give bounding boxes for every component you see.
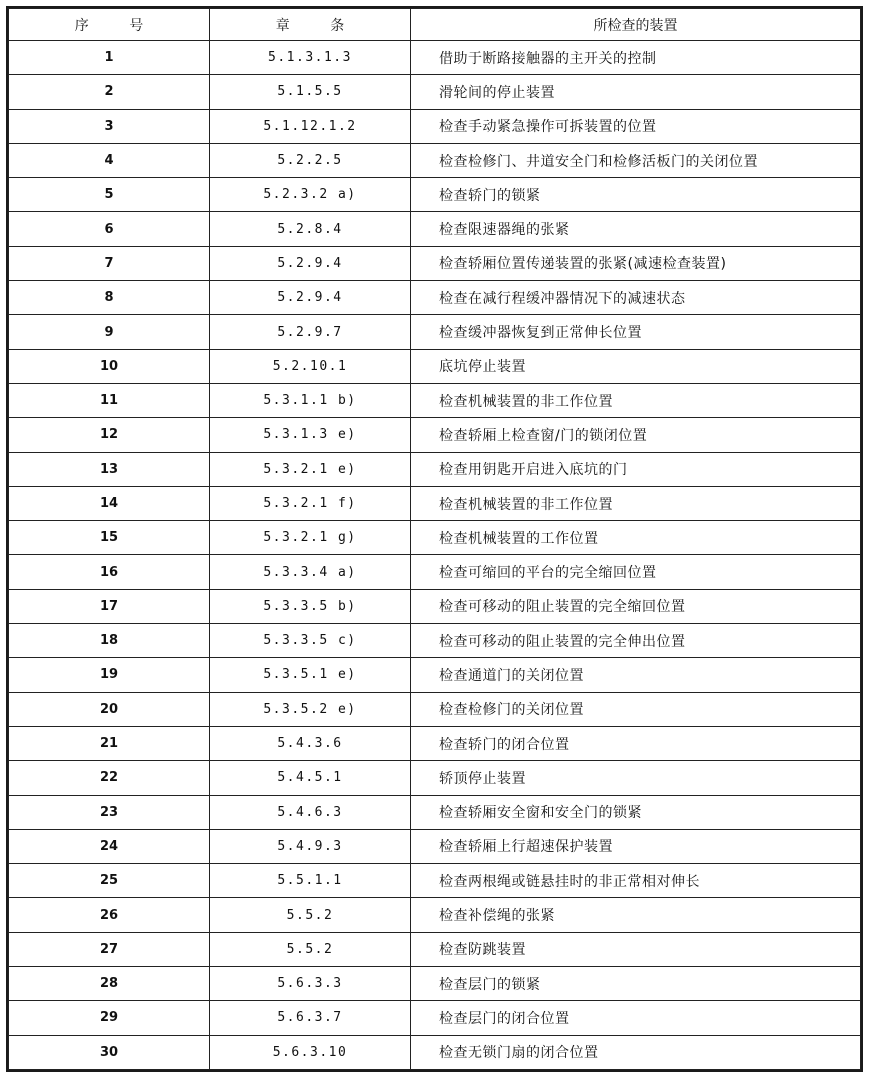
table-row: [9, 864, 861, 898]
row-clause: 5.5.2: [210, 898, 411, 932]
row-serial-number: 8: [9, 281, 210, 315]
row-clause: 5.2.2.5: [210, 143, 411, 177]
row-serial-number: 15: [9, 521, 210, 555]
row-serial-number: 24: [9, 829, 210, 863]
row-clause: 5.3.3.4 a): [210, 555, 411, 589]
row-inspected-device: 检查轿厢上检查窗/门的锁闭位置: [411, 418, 861, 452]
row-clause: 5.3.2.1 f): [210, 486, 411, 520]
row-inspected-device: 检查缓冲器恢复到正常伸长位置: [411, 315, 861, 349]
row-serial-number: 1: [9, 41, 210, 75]
row-inspected-device: 检查轿门的闭合位置: [411, 726, 861, 760]
row-inspected-device: 借助于断路接触器的主开关的控制: [411, 41, 861, 75]
row-inspected-device: 检查轿厢上行超速保护装置: [411, 829, 861, 863]
row-serial-number: 3: [9, 109, 210, 143]
row-inspected-device: 检查补偿绳的张紧: [411, 898, 861, 932]
header-serial-number: 序 号: [9, 9, 210, 41]
row-inspected-device: 检查轿厢安全窗和安全门的锁紧: [411, 795, 861, 829]
row-clause: 5.2.3.2 a): [210, 178, 411, 212]
row-serial-number: 14: [9, 486, 210, 520]
row-inspected-device: 检查可移动的阻止装置的完全缩回位置: [411, 589, 861, 623]
row-serial-number: 12: [9, 418, 210, 452]
row-inspected-device: 检查层门的闭合位置: [411, 1001, 861, 1035]
table-row: [9, 1035, 861, 1069]
row-inspected-device: 检查检修门、井道安全门和检修活板门的关闭位置: [411, 143, 861, 177]
row-serial-number: 18: [9, 624, 210, 658]
table-row: [9, 178, 861, 212]
row-clause: 5.3.1.1 b): [210, 383, 411, 417]
row-inspected-device: 检查用钥匙开启进入底坑的门: [411, 452, 861, 486]
row-inspected-device: 检查机械装置的非工作位置: [411, 486, 861, 520]
row-clause: 5.3.1.3 e): [210, 418, 411, 452]
row-inspected-device: 轿顶停止装置: [411, 761, 861, 795]
row-serial-number: 25: [9, 864, 210, 898]
row-serial-number: 23: [9, 795, 210, 829]
row-inspected-device: 检查两根绳或链悬挂时的非正常相对伸长: [411, 864, 861, 898]
row-serial-number: 4: [9, 143, 210, 177]
row-clause: 5.3.2.1 e): [210, 452, 411, 486]
row-clause: 5.4.9.3: [210, 829, 411, 863]
row-serial-number: 21: [9, 726, 210, 760]
table-row: [9, 521, 861, 555]
row-inspected-device: 检查通道门的关闭位置: [411, 658, 861, 692]
row-serial-number: 29: [9, 1001, 210, 1035]
row-clause: 5.1.3.1.3: [210, 41, 411, 75]
row-inspected-device: 检查轿门的锁紧: [411, 178, 861, 212]
table-row: [9, 692, 861, 726]
row-clause: 5.2.9.7: [210, 315, 411, 349]
table-row: [9, 349, 861, 383]
row-clause: 5.2.10.1: [210, 349, 411, 383]
row-serial-number: 16: [9, 555, 210, 589]
row-clause: 5.5.2: [210, 932, 411, 966]
row-clause: 5.2.9.4: [210, 281, 411, 315]
table-row: [9, 418, 861, 452]
table-row: [9, 41, 861, 75]
row-serial-number: 6: [9, 212, 210, 246]
row-clause: 5.3.3.5 c): [210, 624, 411, 658]
row-serial-number: 30: [9, 1035, 210, 1069]
row-clause: 5.3.3.5 b): [210, 589, 411, 623]
table-row: [9, 795, 861, 829]
row-serial-number: 5: [9, 178, 210, 212]
row-inspected-device: 检查检修门的关闭位置: [411, 692, 861, 726]
table-row: [9, 829, 861, 863]
table-row: [9, 658, 861, 692]
table-row: [9, 761, 861, 795]
row-clause: 5.2.8.4: [210, 212, 411, 246]
row-clause: 5.6.3.10: [210, 1035, 411, 1069]
header-row: [9, 9, 861, 41]
table-row: [9, 143, 861, 177]
table-header: [9, 9, 861, 41]
row-inspected-device: 底坑停止装置: [411, 349, 861, 383]
table-row: [9, 555, 861, 589]
row-clause: 5.3.2.1 g): [210, 521, 411, 555]
row-serial-number: 11: [9, 383, 210, 417]
inspection-device-table-sheet: [6, 6, 863, 1072]
row-inspected-device: 检查限速器绳的张紧: [411, 212, 861, 246]
table-row: [9, 452, 861, 486]
row-clause: 5.4.5.1: [210, 761, 411, 795]
table-row: [9, 726, 861, 760]
row-clause: 5.6.3.3: [210, 967, 411, 1001]
row-serial-number: 10: [9, 349, 210, 383]
row-serial-number: 17: [9, 589, 210, 623]
row-clause: 5.4.3.6: [210, 726, 411, 760]
row-clause: 5.2.9.4: [210, 246, 411, 280]
row-clause: 5.5.1.1: [210, 864, 411, 898]
table-row: [9, 624, 861, 658]
table-body: [9, 41, 861, 1070]
table-row: [9, 932, 861, 966]
inspection-device-table: [8, 8, 861, 1070]
row-serial-number: 28: [9, 967, 210, 1001]
row-serial-number: 9: [9, 315, 210, 349]
row-inspected-device: 检查机械装置的非工作位置: [411, 383, 861, 417]
row-inspected-device: 滑轮间的停止装置: [411, 75, 861, 109]
row-serial-number: 7: [9, 246, 210, 280]
table-row: [9, 898, 861, 932]
header-clause: 章 条: [210, 9, 411, 41]
row-clause: 5.3.5.2 e): [210, 692, 411, 726]
row-clause: 5.4.6.3: [210, 795, 411, 829]
row-inspected-device: 检查手动紧急操作可拆装置的位置: [411, 109, 861, 143]
row-clause: 5.1.12.1.2: [210, 109, 411, 143]
header-inspected-device: 所检查的装置: [411, 9, 861, 41]
row-clause: 5.3.5.1 e): [210, 658, 411, 692]
table-row: [9, 589, 861, 623]
row-serial-number: 19: [9, 658, 210, 692]
table-row: [9, 281, 861, 315]
row-serial-number: 22: [9, 761, 210, 795]
table-row: [9, 212, 861, 246]
row-inspected-device: 检查可缩回的平台的完全缩回位置: [411, 555, 861, 589]
row-inspected-device: 检查轿厢位置传递装置的张紧(减速检查装置): [411, 246, 861, 280]
row-inspected-device: 检查防跳装置: [411, 932, 861, 966]
table-row: [9, 486, 861, 520]
row-clause: 5.1.5.5: [210, 75, 411, 109]
row-serial-number: 2: [9, 75, 210, 109]
row-serial-number: 26: [9, 898, 210, 932]
table-row: [9, 967, 861, 1001]
row-inspected-device: 检查可移动的阻止装置的完全伸出位置: [411, 624, 861, 658]
row-inspected-device: 检查在减行程缓冲器情况下的减速状态: [411, 281, 861, 315]
table-row: [9, 246, 861, 280]
row-serial-number: 13: [9, 452, 210, 486]
table-row: [9, 383, 861, 417]
row-inspected-device: 检查层门的锁紧: [411, 967, 861, 1001]
row-inspected-device: 检查机械装置的工作位置: [411, 521, 861, 555]
row-inspected-device: 检查无锁门扇的闭合位置: [411, 1035, 861, 1069]
row-serial-number: 20: [9, 692, 210, 726]
table-row: [9, 1001, 861, 1035]
table-row: [9, 315, 861, 349]
table-row: [9, 109, 861, 143]
row-serial-number: 27: [9, 932, 210, 966]
table-row: [9, 75, 861, 109]
row-clause: 5.6.3.7: [210, 1001, 411, 1035]
